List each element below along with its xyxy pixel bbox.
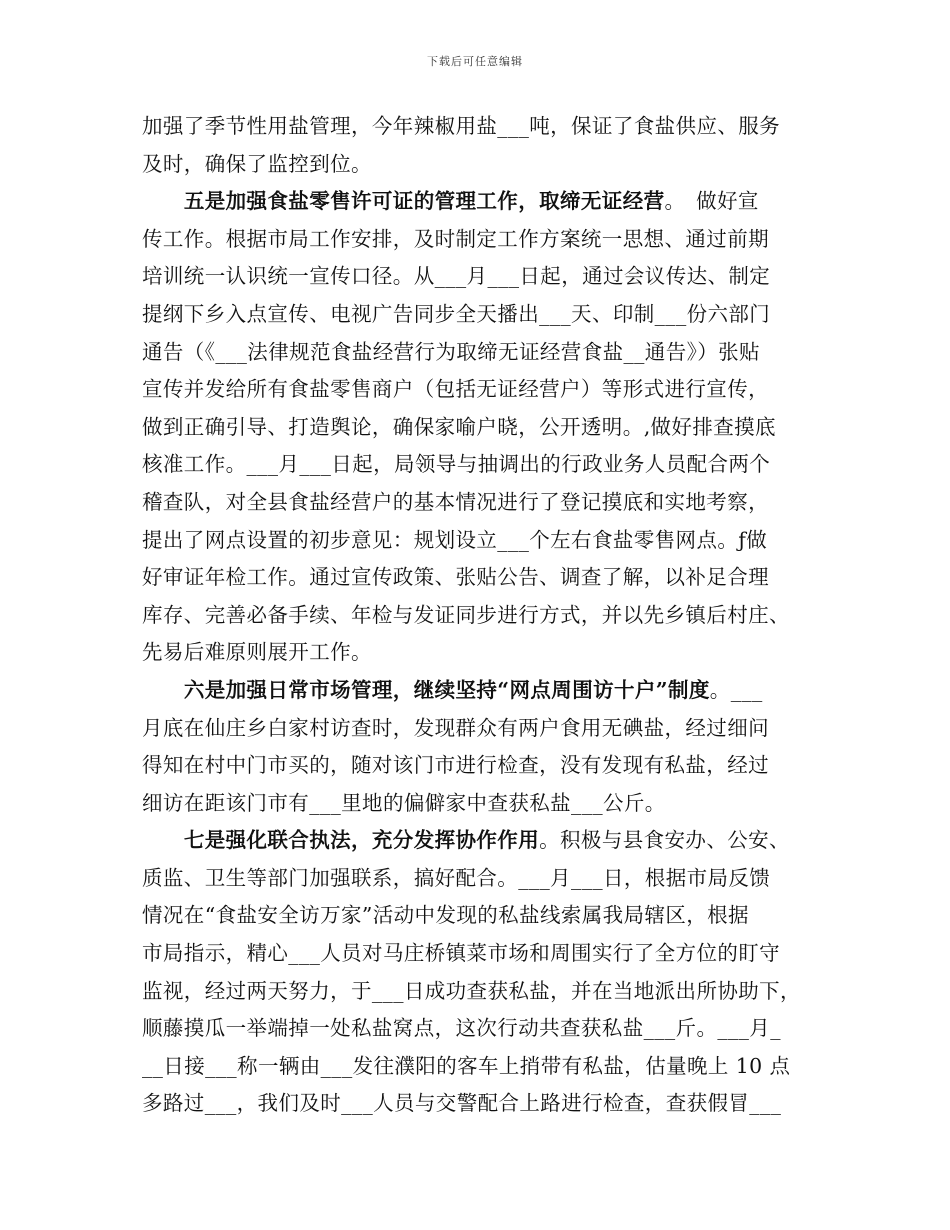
line-text: 得知在村中门市买的，随对该门市进行检查，没有发现有私盐，经过 xyxy=(142,753,769,778)
text-line xyxy=(142,522,814,560)
line-text: 质监、卫生等部门加强联系，搞好配合。___月___日，根据市局反馈 xyxy=(142,865,771,890)
line-text: 好审证年检工作。通过宣传政策、张贴公告、调查了解，以补足合理 xyxy=(142,565,769,590)
text-line xyxy=(142,108,814,146)
text-line xyxy=(142,296,814,334)
line-text: 监视，经过两天努力，于___日成功查获私盐，并在当地派出所协助下， xyxy=(142,978,801,1003)
line-text: 提纲下乡入点宣传、电视广告同步全天播出___天、印制___份六部门 xyxy=(142,301,771,326)
text-line xyxy=(142,183,814,221)
text-line xyxy=(142,1048,814,1086)
line-text xyxy=(142,678,184,702)
line-text: 提出了网点设置的初步意见：规划设立___个左右食盐零售网点。ƒ做 xyxy=(142,527,768,552)
line-text: __日接___称一辆由___发往濮阳的客车上捎带有私盐，估量晚上 10 点 xyxy=(142,1053,791,1078)
text-line xyxy=(142,1010,814,1048)
line-text: 市局指示，精心___人员对马庄桥镇菜市场和周围实行了全方位的盯守 xyxy=(142,941,781,966)
text-line xyxy=(142,409,814,447)
text-line xyxy=(142,446,814,484)
line-text: 多路过___，我们及时___人员与交警配合上路进行检查，查获假冒___ xyxy=(142,1091,782,1116)
text-line xyxy=(142,597,814,635)
text-line xyxy=(142,672,814,710)
text-line xyxy=(142,484,814,522)
text-line xyxy=(142,221,814,259)
line-text: 先易后难原则展开工作。 xyxy=(142,640,372,665)
text-line xyxy=(142,860,814,898)
text-line xyxy=(142,822,814,860)
line-text: 核准工作。___月___日起，局领导与抽调出的行政业务人员配合两个 xyxy=(142,452,771,477)
line-text xyxy=(142,189,184,213)
line-text: 顺藤摸瓜一举端掉一处私盐窝点，这次行动共查获私盐___斤。___月_ xyxy=(142,1016,781,1041)
line-text xyxy=(142,828,184,852)
text-line xyxy=(142,371,814,409)
line-text: 。 做好宣 xyxy=(664,189,759,214)
line-text: 月底在仙庄乡白家村访查时，发现群众有两户食用无碘盐，经过细问 xyxy=(142,715,769,740)
line-text: 细访在距该门市有___里地的偏僻家中查获私盐___公斤。 xyxy=(142,790,666,815)
line-text: 。___ xyxy=(709,677,763,702)
line-text: 及时，确保了监控到位。 xyxy=(142,151,372,176)
line-text: 。积极与县食安办、公安、 xyxy=(539,828,790,853)
line-text: 情况在“食盐安全访万家”活动中发现的私盐线索属我局辖区，根据 xyxy=(142,903,749,928)
text-line xyxy=(142,258,814,296)
document-body xyxy=(142,108,814,1123)
line-text: 培训统一认识统一宣传口径。从___月___日起，通过会议传达、制定 xyxy=(142,264,771,289)
bold-heading-text: 六是加强日常市场管理，继续坚持“网点周围访十户”制度 xyxy=(183,677,710,702)
text-line xyxy=(142,710,814,748)
bold-heading-text: 七是强化联合执法，充分发挥协作作用 xyxy=(183,828,540,853)
text-line xyxy=(142,146,814,184)
line-text: 稽查队，对全县食盐经营户的基本情况进行了登记摸底和实地考察， xyxy=(142,489,769,514)
line-text: 做到正确引导、打造舆论，确保家喻户晓，公开透明。‚做好排查摸底 xyxy=(142,414,776,439)
text-line xyxy=(142,747,814,785)
text-line xyxy=(142,334,814,372)
text-line xyxy=(142,559,814,597)
bold-heading-text: 五是加强食盐零售许可证的管理工作，取缔无证经营 xyxy=(183,189,665,214)
line-text: 加强了季节性用盐管理，今年辣椒用盐___吨，保证了食盐供应、服务 xyxy=(142,114,781,138)
text-line xyxy=(142,785,814,823)
line-text: 库存、完善必备手续、年检与发证同步进行方式，并以先乡镇后村庄、 xyxy=(142,602,790,627)
text-line xyxy=(142,1085,814,1123)
text-line xyxy=(142,935,814,973)
text-line xyxy=(142,973,814,1011)
text-line xyxy=(142,897,814,935)
line-text: 宣传并发给所有食盐零售商户（包括无证经营户）等形式进行宣传， xyxy=(142,377,769,402)
page-header: 下载后可任意编辑 xyxy=(427,55,523,68)
line-text: 通告（《___法律规范食盐经营行为取缔无证经营食盐__通告》）张贴 xyxy=(142,339,760,364)
text-line xyxy=(142,634,814,672)
line-text: 传工作。根据市局工作安排，及时制定工作方案统一思想、通过前期 xyxy=(142,226,769,251)
